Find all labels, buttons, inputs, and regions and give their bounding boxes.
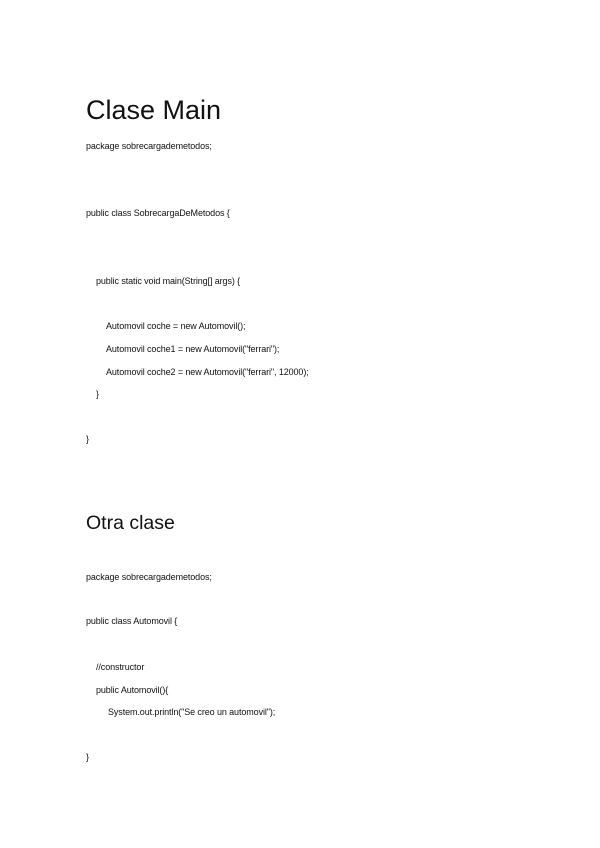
code-line-main-method: public static void main(String[] args) { bbox=[96, 276, 241, 286]
code-line-println: System.out.println("Se creo un automovil"); bbox=[108, 707, 276, 717]
code-line-coche1: Automovil coche1 = new Automovil("ferrari"); bbox=[106, 344, 280, 354]
code-line-method-close: } bbox=[96, 389, 99, 399]
code-line-automovil-close: } bbox=[86, 752, 89, 762]
code-line-package-main: package sobrecargademetodos; bbox=[86, 141, 212, 151]
code-line-constructor: public Automovil(){ bbox=[96, 685, 169, 695]
code-line-coche: Automovil coche = new Automovil(); bbox=[106, 321, 246, 331]
heading-otra-clase: Otra clase bbox=[86, 512, 175, 534]
code-line-comment: //constructor bbox=[96, 662, 145, 672]
code-line-package-automovil: package sobrecargademetodos; bbox=[86, 572, 212, 582]
code-line-class-close: } bbox=[86, 434, 89, 444]
heading-clase-main: Clase Main bbox=[86, 95, 222, 125]
code-line-automovil-class: public class Automovil { bbox=[86, 616, 178, 626]
code-line-class-declaration: public class SobrecargaDeMetodos { bbox=[86, 208, 230, 218]
code-line-coche2: Automovil coche2 = new Automovil("ferrari", 12000); bbox=[106, 367, 309, 377]
